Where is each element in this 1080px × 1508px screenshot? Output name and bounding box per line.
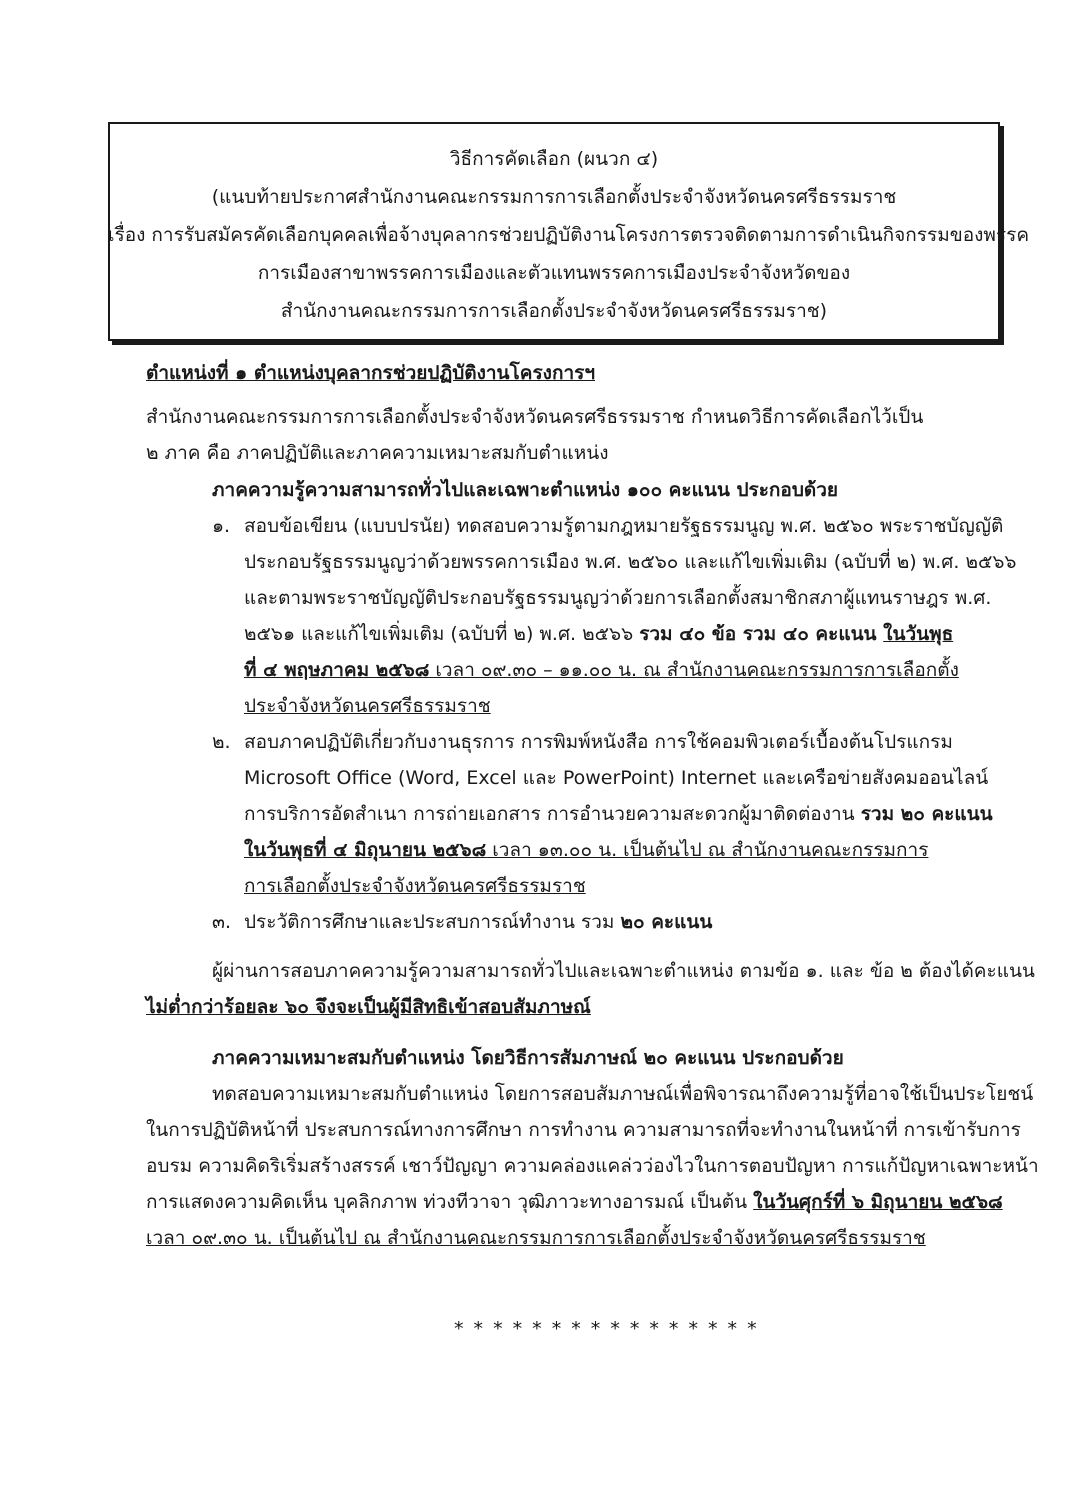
item-1-line-5 [244,655,959,685]
end-marker: * * * * * * * * * * * * * * * * [454,1318,759,1340]
item-2-date: ในวันพุธที่ ๔ มิถุนายน ๒๕๖๘ [244,839,487,861]
annex-line-1: (แนบท้ายประกาศสำนักงานคณะกรรมการการเลือกตั้งประจำจังหวัดนครศรีธรรมราช [211,186,897,208]
item-3-number: ๓. [212,911,232,933]
annex-line-4: สำนักงานคณะกรรมการการเลือกตั้งประจำจังหวัดนครศรีธรรมราช) [280,300,828,322]
item-2-number: ๒. [212,731,231,753]
interview-line-4-plain: การแสดงความคิดเห็น บุคลิกภาพ ท่วงทีวาจา วุฒิภาวะทางอารมณ์ เป็นต้น [146,1191,754,1213]
interview-line-5: เวลา ๐๙.๓๐ น. เป็นต้นไป ณ สำนักงานคณะกรรมการการเลือกตั้งประจำจังหวัดนครศรีธรรมราช [146,1227,926,1249]
item-2-line-4 [244,835,928,865]
interview-line-1: ทดสอบความเหมาะสมกับตำแหน่ง โดยการสอบสัมภาษณ์เพื่อพิจารณาถึงความรู้ที่อาจใช้เป็นประโยชน์ [212,1083,1034,1105]
item-1-score: รวม ๔๐ ข้อ รวม ๔๐ คะแนน [639,623,884,645]
intro-line-2: ๒ ภาค คือ ภาคปฏิบัติและภาคความเหมาะสมกับตำแหน่ง [146,442,609,464]
item-1-date: ที่ ๔ พฤษภาคม ๒๕๖๘ [244,659,430,681]
item-2-line-1: สอบภาคปฏิบัติเกี่ยวกับงานธุรการ การพิมพ์หนังสือ การใช้คอมพิวเตอร์เบื้องต้นโปรแกรม [244,731,953,753]
interview-line-2: ในการปฏิบัติหน้าที่ ประสบการณ์ทางการศึกษา การทำงาน ความสามารถที่จะทำงานในหน้าที่ การเข้ารับการ [146,1119,1021,1141]
item-1-number: ๑. [212,515,231,537]
annex-line-2: เรื่อง การรับสมัครคัดเลือกบุคคลเพื่อจ้างบุคลากรช่วยปฏิบัติงานโครงการตรวจติดตามการดำเนินกิจกรรมของพรรค [108,224,1030,246]
item-2-line-2: Microsoft Office (Word, Excel และ PowerPoint) Internet และเครือข่ายสังคมออนไลน์ [244,767,989,789]
section-interview-heading: ภาคความเหมาะสมกับตำแหน่ง โดยวิธีการสัมภาษณ์ ๒๐ คะแนน ประกอบด้วย [212,1047,844,1069]
annex-title: วิธีการคัดเลือก (ผนวก ๔) [449,148,659,170]
item-2-score: รวม ๒๐ คะแนน [860,803,993,825]
item-2-line-3 [244,799,993,829]
pass-criteria-line-2: ไม่ต่ำกว่าร้อยละ ๖๐ จึงจะเป็นผู้มีสิทธิเข้าสอบสัมภาษณ์ [146,996,591,1018]
item-1-line-1: สอบข้อเขียน (แบบปรนัย) ทดสอบความรู้ตามกฎหมายรัฐธรรมนูญ พ.ศ. ๒๕๖๐ พระราชบัญญัติ [244,515,1004,537]
item-2-time-place: เวลา ๑๓.๐๐ น. เป็นต้นไป ณ สำนักงานคณะกรรมการ [486,839,929,861]
item-1-time-place: เวลา ๐๙.๓๐ – ๑๑.๐๐ น. ณ สำนักงานคณะกรรมการการเลือกตั้ง [429,659,959,681]
section-knowledge-heading: ภาคความรู้ความสามารถทั่วไปและเฉพาะตำแหน่ง ๑๐๐ คะแนน ประกอบด้วย [212,479,839,501]
item-2-line-3-plain: การบริการอัดสำเนา การถ่ายเอกสาร การอำนวยความสะดวกผู้มาติดต่องาน [244,803,861,825]
position-heading: ตำแหน่งที่ ๑ ตำแหน่งบุคลากรช่วยปฏิบัติงานโครงการฯ [146,362,595,384]
item-1-date-start: ในวันพุธ [883,623,954,645]
interview-line-3: อบรม ความคิดริเริ่มสร้างสรรค์ เชาว์ปัญญา ความคล่องแคล่วว่องไวในการตอบปัญหา การแก้ปัญหาเฉพาะหน้า [146,1155,1039,1177]
item-2-line-5: การเลือกตั้งประจำจังหวัดนครศรีธรรมราช [244,875,586,897]
item-3-score: ๒๐ คะแนน [620,911,713,933]
item-1-line-2: ประกอบรัฐธรรมนูญว่าด้วยพรรคการเมือง พ.ศ. ๒๕๖๐ และแก้ไขเพิ่มเติม (ฉบับที่ ๒) พ.ศ. ๒๕๖๖ [244,551,1017,573]
interview-line-4 [146,1187,1003,1217]
pass-criteria-line-1: ผู้ผ่านการสอบภาคความรู้ความสามารถทั่วไปและเฉพาะตำแหน่ง ตามข้อ ๑. และ ข้อ ๒ ต้องได้คะแนน [212,960,1035,982]
item-3-line-1-plain: ประวัติการศึกษาและประสบการณ์ทำงาน รวม [244,911,621,933]
item-1-line-3: และตามพระราชบัญญัติประกอบรัฐธรรมนูญว่าด้วยการเลือกตั้งสมาชิกสภาผู้แทนราษฎร พ.ศ. [244,587,992,609]
annex-line-3: การเมืองสาขาพรรคการเมืองและตัวแทนพรรคการเมืองประจำจังหวัดของ [257,262,851,284]
item-1-line-4-plain: ๒๕๖๑ และแก้ไขเพิ่มเติม (ฉบับที่ ๒) พ.ศ. ๒๕๖๖ [244,623,640,645]
interview-date: ในวันศุกร์ที่ ๖ มิถุนายน ๒๕๖๘ [753,1191,1003,1213]
intro-line-1: สำนักงานคณะกรรมการการเลือกตั้งประจำจังหวัดนครศรีธรรมราช กำหนดวิธีการคัดเลือกไว้เป็น [146,406,924,428]
item-1-line-4 [244,619,953,649]
item-3-line-1 [244,907,712,937]
item-1-line-6: ประจำจังหวัดนครศรีธรรมราช [244,695,491,717]
